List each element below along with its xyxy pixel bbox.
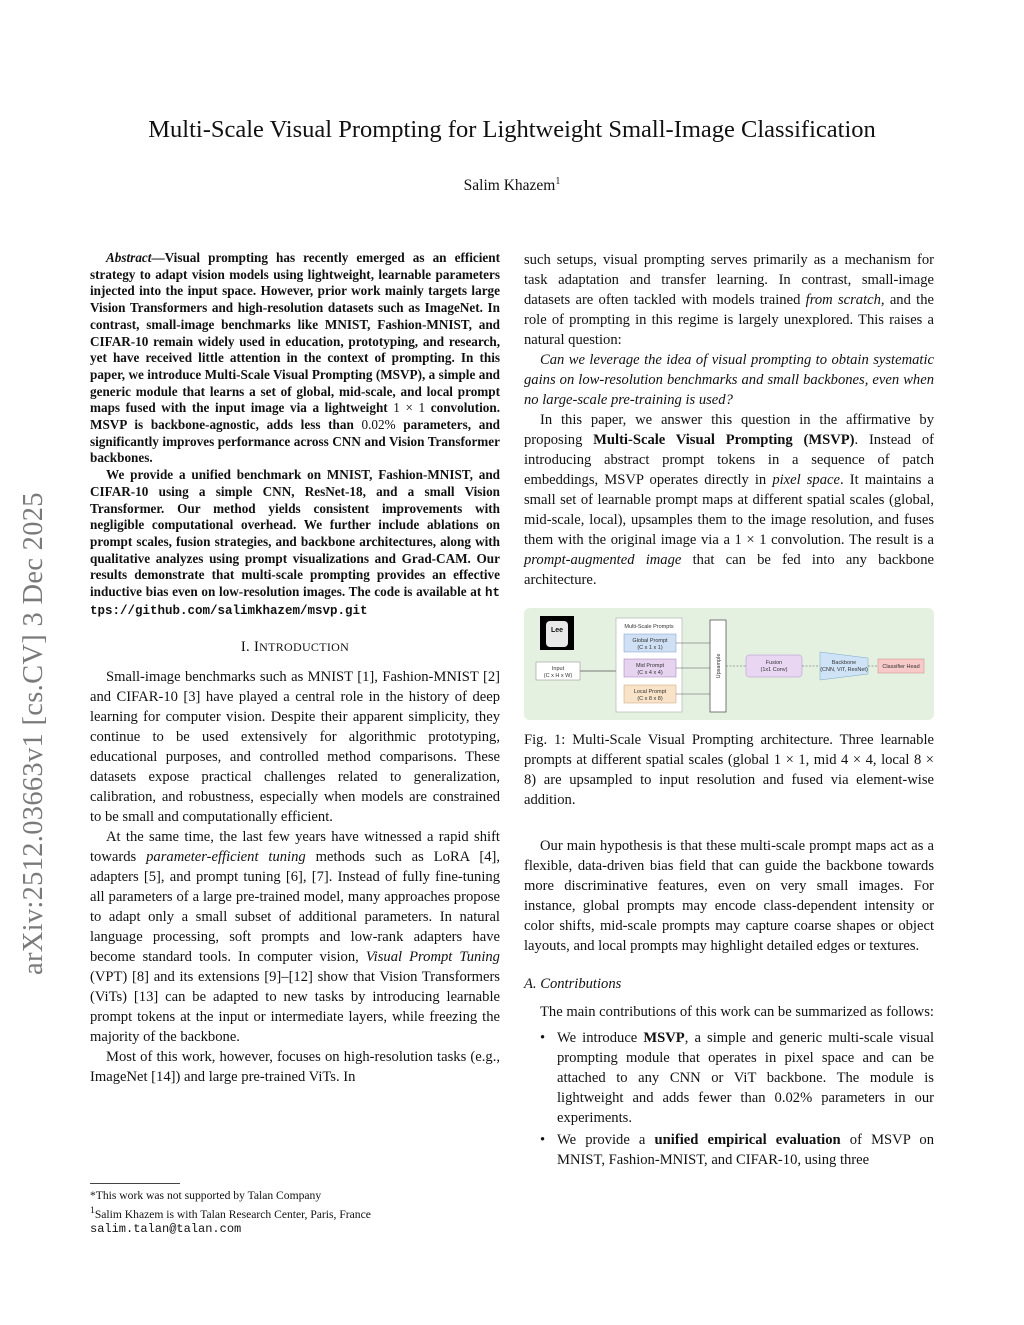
input-label: Input <box>551 666 565 672</box>
author-line <box>0 176 1024 195</box>
abstract-text-1: Visual prompting has recently emerged as an efficient strategy to adapt vision models using lightweight, learnable parameters injected into the input space. However, prior work mainly targets large Vision Transformers and high-resolution datasets such as ImageNet. In contrast, small-image benchmarks like MNIST, Fashion-MNIST, and CIFAR-10 remain widely used in education, prototyping, and research, yet have received little attention in the context of prompting. In this paper, we introduce Multi-Scale Visual Prompting (MSVP), a simple and generic module that learns a set of global, mid-scale, and local prompt maps fused with the input image via a lightweight <box>90 250 500 416</box>
b1-b: , a simple and generic multi-scale visual prompting module that operates in pixel space and can be attached to any CNN or ViT backbone. The module is lightweight and adds fewer than <box>557 1030 934 1106</box>
right-p2-b: . Instead of introducing abstract prompt tokens in a sequence of patch embeddings, MSVP operates directly in <box>524 432 934 488</box>
abstract-math-2: 0.02% <box>361 417 396 433</box>
fusion-sub: (1x1 Conv) <box>760 667 788 673</box>
caption-math-1: 1 × 1 <box>773 752 806 768</box>
footnote-email[interactable]: salim.talan@talan.com <box>90 1221 242 1236</box>
author-name: Salim Khazem <box>463 177 556 195</box>
right-p1-b: , and the role of prompting in this regime is largely unexplored. This raises a natural question: <box>524 292 934 348</box>
head-label: Classifier Head <box>882 664 920 670</box>
classifier-head-node <box>878 659 924 673</box>
abstract-label: Abstract <box>106 250 152 265</box>
architecture-diagram <box>524 608 934 720</box>
caption-math-2: 4 × 4 <box>841 752 873 768</box>
multi-scale-prompts-group <box>616 618 682 712</box>
sample-image-text: Lee <box>550 627 564 634</box>
fusion-node <box>746 655 802 677</box>
global-sub: (C x 1 x 1) <box>637 645 663 651</box>
intro-p2-b: methods such as LoRA [4], adapters [5], and prompt tuning [6], [7]. Instead of fully fine-tuning all parameters of a large pre-trained model, many approaches propose to adapt only a small subset of additional parameters. In natural language processing, soft prompts and low-rank adapters have become standard tools. In computer vision, <box>90 849 500 966</box>
right-p2-a: In this paper, we answer this question in the affirmative by proposing <box>524 412 934 448</box>
caption-d: ) are upsampled to input resolution and fused via element-wise addition. <box>524 772 934 808</box>
group-title: Multi-Scale Prompts <box>624 624 674 630</box>
caption-math-3: 8 × 8 <box>524 752 935 788</box>
caption-c: , local <box>872 752 914 768</box>
right-column <box>524 250 934 1172</box>
footnote-1: *This work was not supported by Talan Company <box>90 1189 322 1202</box>
local-label: Local Prompt <box>633 689 667 695</box>
right-p2-italic-2: prompt-augmented image <box>524 552 682 568</box>
backbone-sub: (CNN, ViT, ResNet) <box>820 667 868 673</box>
subsection-contributions: A. Contributions <box>524 976 622 992</box>
footnote-2 <box>90 1203 500 1222</box>
author-affil-mark: 1 <box>555 176 561 187</box>
right-p2-math: 1 × 1 <box>734 532 767 548</box>
abstract-dash: — <box>151 250 165 265</box>
figure-1-architecture <box>524 608 934 720</box>
caption-a: Fig. 1: Multi-Scale Visual Prompting architecture. Three learnable prompts at different spatial scales (global <box>524 732 934 768</box>
input-sample-image <box>540 616 574 650</box>
global-label: Global Prompt <box>632 638 668 644</box>
abstract <box>90 250 500 619</box>
contribution-item <box>524 1028 934 1128</box>
right-p1-italic: from scratch <box>805 292 881 308</box>
section-title-rest: NTRODUCTION <box>259 640 350 655</box>
local-sub: (C x 8 x 8) <box>637 696 663 702</box>
mid-sub: (C x 4 x 4) <box>637 670 663 676</box>
right-p1 <box>524 250 934 350</box>
b1-bold: MSVP <box>643 1030 685 1046</box>
b1-c: parameters in our experiments. <box>557 1090 934 1126</box>
upsample-node <box>710 620 726 712</box>
intro-p2-c: (VPT) [8] and its extensions [9]–[12] show that Vision Transformers (ViTs) [13] can be adapted to new tasks by introducing learnable prompt tokens at the input or intermediate layers, while freezing the majority of the backbone. <box>90 969 500 1046</box>
right-p2-italic-1: pixel space <box>772 472 840 488</box>
footnotes <box>90 1183 500 1237</box>
backbone-node <box>820 652 868 680</box>
b1-math: 0.02% <box>774 1090 813 1106</box>
right-p2-c: . It maintains a small set of learnable prompt maps at different spatial scales (global, mid-scale, local), upsamples them to the image resolution, and fuses them with the original image via a <box>524 472 934 548</box>
code-url-link[interactable]: https://github.com/salimkhazem/msvp.git <box>90 586 500 618</box>
abstract-p1 <box>90 250 500 467</box>
abstract-math-1: 1 × 1 <box>393 400 426 416</box>
abstract-p2 <box>90 467 500 619</box>
bullet-dot: • <box>540 1132 546 1148</box>
intro-p2-italic-1: parameter-efficient tuning <box>146 849 306 866</box>
intro-p1: Small-image benchmarks such as MNIST [1], Fashion-MNIST [2] and CIFAR-10 [3] have played a central role in the history of deep learning for computer vision. Despite their apparent simplicity, they continue to be used extensively for algorithmic prototyping, educational purposes, and controlled method comparisons. These datasets expose practical challenges related to generalization, calibration, and robustness, especially when models are constrained to be small and computationally efficient. <box>90 669 500 826</box>
fusion-label: Fusion <box>765 660 783 666</box>
figure-1-caption <box>524 730 934 810</box>
b1-a: We introduce <box>557 1030 644 1046</box>
input-node <box>536 662 580 680</box>
caption-b: , mid <box>805 752 842 768</box>
intro-p2 <box>90 827 500 1047</box>
abstract-text-3: parameters, and significantly improves performance across CNN and Vision Transformer backbones. <box>90 417 500 466</box>
bullet-dot: • <box>540 1030 546 1046</box>
b2-b: of MSVP on MNIST, Fashion-MNIST, and CIFAR-10, using three <box>557 1132 934 1168</box>
right-p3: Our main hypothesis is that these multi-scale prompt maps act as a flexible, data-driven bias field that can guide the backbone towards more discriminative features, even on very small images. For instance, global prompts may encode class-dependent intensity or color shifts, mid-scale prompts may capture coarse shapes or object layouts, and local prompts may highlight detailed edges or textures. <box>524 838 934 954</box>
contribution-item <box>524 1130 934 1170</box>
intro-p2-a: At the same time, the last few years have witnessed a rapid shift towards <box>90 829 500 866</box>
paper-title: Multi-Scale Visual Prompting for Lightweight Small-Image Classification <box>148 116 876 143</box>
contributions-list <box>524 1028 934 1170</box>
b2-a: We provide a <box>557 1132 655 1148</box>
abstract-text-4: We provide a unified benchmark on MNIST, Fashion-MNIST, and CIFAR-10 using a simple CNN, ResNet-18, and a small Vision Transformer. Our method yields consistent improvements with negligible computational overhead. We further include ablations on prompt scales, fusion strategies, and backbone architectures, along with qualitative analyzes using prompt visualizations and Grad-CAM. Our results demonstrate that multi-scale prompting provides an effective inductive bias even on low-resolution images. The code is available at <box>90 467 500 600</box>
right-p2-d: convolution. The result is a <box>766 532 934 548</box>
research-question-quote: Can we leverage the idea of visual prompting to obtain systematic gains on low-resolution benchmarks and small backbones, even when no large-scale pre-training is used? <box>524 352 934 408</box>
right-p2 <box>524 410 934 590</box>
footnote-rule <box>90 1183 180 1184</box>
section-title-first: I <box>253 639 260 656</box>
abstract-text-2: convolution. MSVP is backbone-agnostic, adds less than <box>90 400 500 433</box>
right-p2-bold: Multi-Scale Visual Prompting (MSVP) <box>593 432 855 448</box>
footnote-2-text: Salim Khazem is with Talan Research Center, Paris, France <box>94 1207 371 1221</box>
intro-p2-italic-2: Visual Prompt Tuning <box>365 949 500 966</box>
right-p2-e: that can be fed into any backbone architecture. <box>524 552 935 588</box>
b2-bold: unified empirical evaluation <box>654 1132 841 1148</box>
upsample-label: Upsample <box>716 653 722 679</box>
mid-label: Mid Prompt <box>635 663 665 669</box>
footnote-2-mark: 1 <box>90 1205 95 1216</box>
input-sub: (C x H x W) <box>543 673 573 679</box>
section-heading-introduction <box>90 637 500 657</box>
right-p4: The main contributions of this work can be summarized as follows: <box>540 1004 934 1020</box>
intro-p3: Most of this work, however, focuses on high-resolution tasks (e.g., ImageNet [14]) and large pre-trained ViTs. In <box>90 1049 500 1086</box>
section-number: I. <box>240 639 250 656</box>
backbone-label: Backbone <box>831 660 857 666</box>
left-column <box>90 250 500 1087</box>
right-p1-a: such setups, visual prompting serves primarily as a mechanism for task adaptation and transfer learning. In contrast, small-image datasets are often tackled with models trained <box>524 252 934 308</box>
arxiv-side-stamp: arXiv:2512.03663v1 [cs.CV] 3 Dec 2025 <box>18 492 49 975</box>
